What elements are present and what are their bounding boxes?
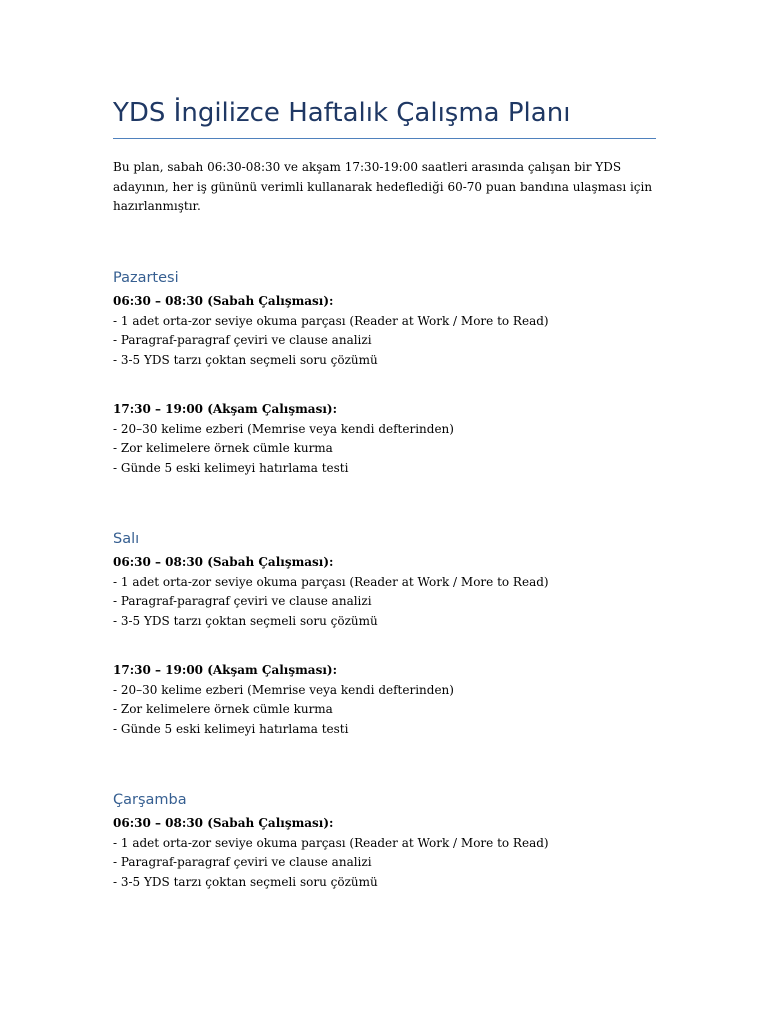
task-item: - 1 adet orta-zor seviye okuma parçası (Reader at Work / More to Read) <box>113 574 549 589</box>
day-heading-carsamba: Çarşamba <box>113 792 187 808</box>
pazartesi-morning-block <box>113 292 656 370</box>
task-item: - Paragraf-paragraf çeviri ve clause analizi <box>113 594 372 608</box>
task-item: - 1 adet orta-zor seviye okuma parçası (Reader at Work / More to Read) <box>113 313 549 328</box>
pazartesi-evening-block <box>113 400 656 478</box>
task-item: - 20–30 kelime ezberi (Memrise veya kendi defterinden) <box>113 421 454 436</box>
task-item: - Paragraf-paragraf çeviri ve clause analizi <box>113 855 372 869</box>
task-item: - 1 adet orta-zor seviye okuma parçası (Reader at Work / More to Read) <box>113 835 549 850</box>
evening-session-title: 17:30 – 19:00 (Akşam Çalışması): <box>113 402 337 416</box>
evening-session-title: 17:30 – 19:00 (Akşam Çalışması): <box>113 663 337 677</box>
task-item: - 3-5 YDS tarzı çoktan seçmeli soru çözümü <box>113 874 378 889</box>
morning-session-title: 06:30 – 08:30 (Sabah Çalışması): <box>113 294 334 308</box>
task-item: - 20–30 kelime ezberi (Memrise veya kendi defterinden) <box>113 682 454 697</box>
document-title: YDS İngilizce Haftalık Çalışma Planı <box>113 98 571 128</box>
morning-session-title: 06:30 – 08:30 (Sabah Çalışması): <box>113 816 334 830</box>
intro-paragraph: Bu plan, sabah 06:30-08:30 ve akşam 17:30-19:00 saatleri arasında çalışan bir YDS adayının, her iş gününü verimli kullanarak hedeflediği 60-70 puan bandına ulaşması için hazırlanmıştır. <box>113 160 653 213</box>
task-item: - Zor kelimelere örnek cümle kurma <box>113 441 333 455</box>
task-item: - Paragraf-paragraf çeviri ve clause analizi <box>113 333 372 347</box>
sali-evening-block <box>113 661 656 739</box>
morning-session-title: 06:30 – 08:30 (Sabah Çalışması): <box>113 555 334 569</box>
task-item: - Günde 5 eski kelimeyi hatırlama testi <box>113 460 349 475</box>
task-item: - 3-5 YDS tarzı çoktan seçmeli soru çözümü <box>113 613 378 628</box>
task-item: - Zor kelimelere örnek cümle kurma <box>113 702 333 716</box>
task-item: - Günde 5 eski kelimeyi hatırlama testi <box>113 721 349 736</box>
title-underline <box>113 138 656 139</box>
sali-morning-block <box>113 553 656 631</box>
day-heading-sali: Salı <box>113 531 140 547</box>
carsamba-morning-block <box>113 814 656 892</box>
task-item: - 3-5 YDS tarzı çoktan seçmeli soru çözümü <box>113 352 378 367</box>
day-heading-pazartesi: Pazartesi <box>113 270 179 286</box>
